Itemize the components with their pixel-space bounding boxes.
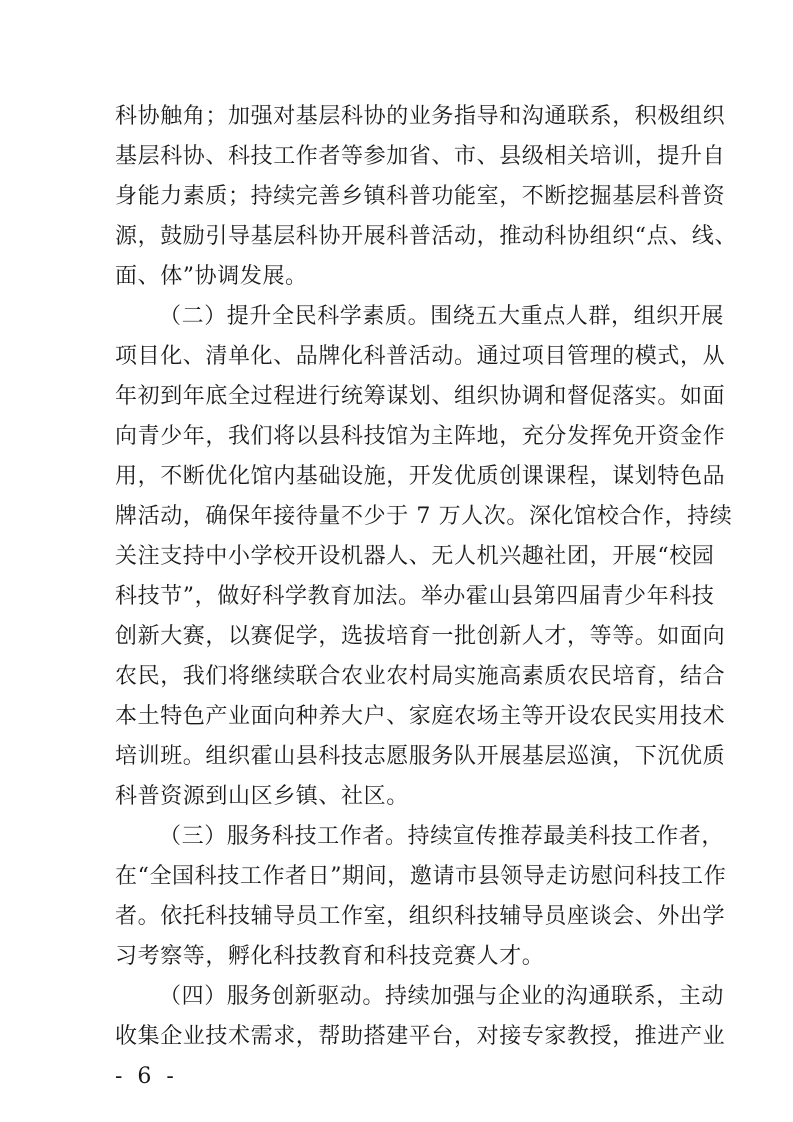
text-line: 收集企业技术需求，帮助搭建平台，对接专家教授，推进产业 [115,1024,726,1049]
text-line: 年初到年底全过程进行统筹谋划、组织协调和督促落实。如面 [115,384,726,409]
text-line: 科协触角；加强对基层科协的业务指导和沟通联系，积极组织 [115,104,726,129]
page-number: - 6 - [115,1064,178,1089]
text-line: 农民，我们将继续联合农业农村局实施高素质农民培育，结合 [115,664,726,689]
text-line: 基层科协、科技工作者等参加省、市、县级相关培训，提升自 [115,144,726,169]
paragraph-heading-line: （三）服务科技工作者。持续宣传推荐最美科技工作者， [159,824,725,849]
text-line: 创新大赛，以赛促学，选拔培育一批创新人才，等等。如面向 [115,624,726,649]
text-line: 本土特色产业面向种养大户、家庭农场主等开设农民实用技术 [115,704,726,729]
text-line: 面、体”协调发展。 [115,264,308,289]
text-line: 用，不断优化馆内基础设施，开发优质创课课程，谋划特色品 [115,464,726,489]
text-line: 科普资源到山区乡镇、社区。 [115,784,409,809]
text-line: 关注支持中小学校开设机器人、无人机兴趣社团，开展“校园 [115,544,715,569]
text-line: 牌活动，确保年接待量不少于 7 万人次。深化馆校合作，持续 [115,504,733,529]
text-line: 者。依托科技辅导员工作室，组织科技辅导员座谈会、外出学 [115,904,726,929]
text-line: 培训班。组织霍山县科技志愿服务队开展基层巡演，下沉优质 [115,744,726,769]
paragraph-heading-line: （四）服务创新驱动。持续加强与企业的沟通联系，主动 [159,984,725,1009]
text-line: 源，鼓励引导基层科协开展科普活动，推动科协组织“点、线、 [115,224,738,249]
text-line: 科技节”，做好科学教育加法。举办霍山县第四届青少年科技 [115,584,715,609]
paragraph-heading-line: （二）提升全民科学素质。围绕五大重点人群，组织开展 [159,304,725,329]
text-line: 习考察等，孵化科技教育和科技竞赛人才。 [115,944,545,969]
text-line: 向青少年，我们将以县科技馆为主阵地，充分发挥免开资金作 [115,424,726,449]
text-line: 项目化、清单化、品牌化科普活动。通过项目管理的模式，从 [115,344,726,369]
text-line: 身能力素质；持续完善乡镇科普功能室，不断挖掘基层科普资 [115,184,726,209]
text-line: 在“全国科技工作者日”期间，邀请市县领导走访慰问科技工作 [115,864,727,889]
